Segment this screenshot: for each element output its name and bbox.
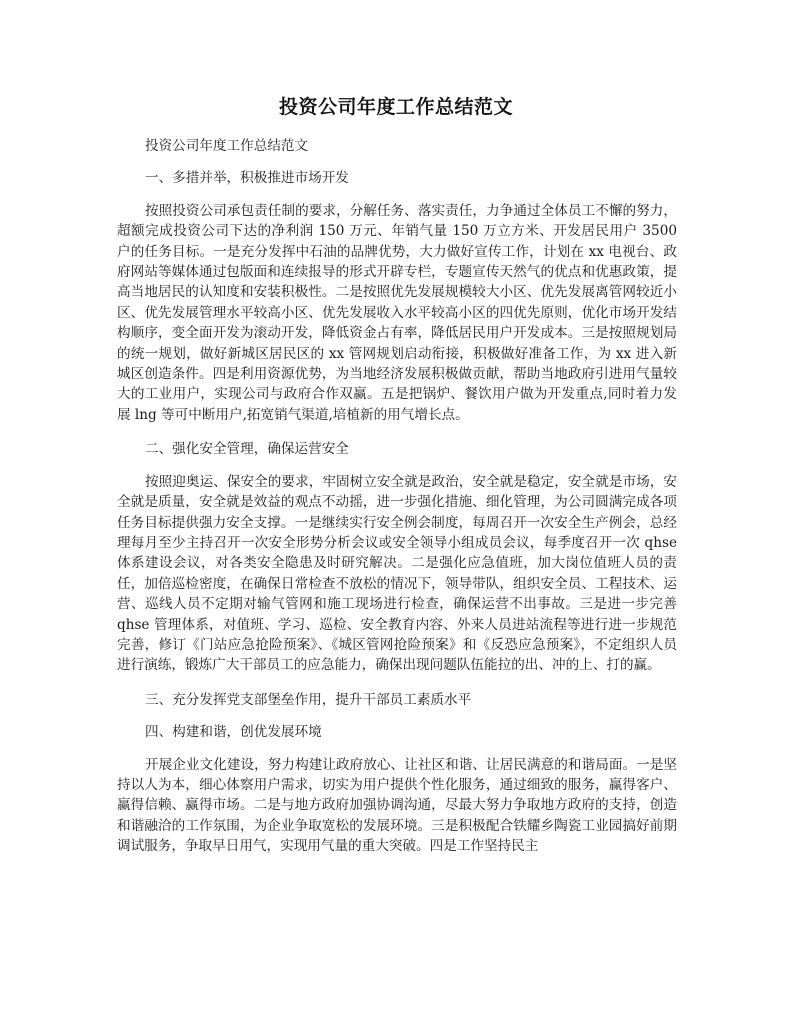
section-2-heading: 二、强化安全管理，确保运营安全: [145, 441, 349, 458]
section-1-paragraph: 按照投资公司承包责任制的要求，分解任务、落实责任，力争通过全体员工不懈的努力，超额完成投资公司下达的净利润 150 万元、年销气量 150 万立方米、开发居民用户 3500 户的任务目标。一是充分发挥中石油的品牌优势，大力做好宣传工作，计划在 xx 电视台、政府网站等媒体通过包版面和连续报导的形式开辟专栏，专题宣传天然气的优点和优惠政策，提高当地居民的认知度和安装积极性。二是按照优先发展规模较大小区、优先发展离管网较近小区、优先发展管理水平较高小区、优先发展收入水平较高小区的四优先原则，优化市场开发结构顺序，变全面开发为滚动开发，降低资金占有率，降低居民用户开发成本。三是按照规划局的统一规划，做好新城区居民区的 xx 管网规划启动衔接，积极做好准备工作，为 xx 进入新城区创造条件。四是利用资源优势，为当地经济发展积极做贡献，帮助当地政府引进用气量较大的工业用户，实现公司与政府合作双赢。五是把锅炉、餐饮用户做为开发重点,同时着力发展 lng 等可中断用户,拓宽销气渠道,培植新的用气增长点。: [117, 202, 677, 423]
section-2-paragraph: 按照迎奥运、保安全的要求，牢固树立安全就是政治，安全就是稳定，安全就是市场，安全就是质量，安全就是效益的观点不动摇，进一步强化措施、细化管理，为公司圆满完成各项任务目标提供强力安全支撑。一是继续实行安全例会制度，每周召开一次安全生产例会，总经理每月至少主持召开一次安全形势分析会议或安全领导小组成员会议，每季度召开一次 qhse 体系建设会议，对各类安全隐患及时研究解决。二是强化应急值班，加大岗位值班人员的责任，加倍巡检密度，在确保日常检查不放松的情况下，领导带队，组织安全员、工程技术、运营、巡线人员不定期对输气管网和施工现场进行检查，确保运营不出事故。三是进一步完善 qhse 管理体系，对值班、学习、巡检、安全教育内容、外来人员进站流程等进行进一步规范完善，修订《门站应急抢险预案》、《城区管网抢险预案》和《反恐应急预案》，不定组织人员进行演练，锻炼广大干部员工的应急能力，确保出现问题队伍能拉的出、冲的上、打的赢。: [117, 473, 677, 674]
document-subtitle: 投资公司年度工作总结范文: [145, 138, 309, 154]
section-4-paragraph: 开展企业文化建设，努力构建让政府放心、让社区和谐、让居民满意的和谐局面。一是坚持以人为本，细心体察用户需求，切实为用户提供个性化服务，通过细致的服务，赢得客户、赢得信赖、赢得市场。二是与地方政府加强协调沟通，尽最大努力争取地方政府的支持，创造和谐融洽的工作氛围，为企业争取宽松的发展环境。三是积极配合铁耀乡陶瓷工业园搞好前期调试服务，争取早日用气，实现用气量的重大突破。四是工作坚持民主: [117, 756, 677, 855]
section-1-heading: 一、多措并举，积极推进市场开发: [145, 170, 349, 187]
document-body: [117, 136, 677, 871]
section-3-heading: 三、充分发挥党支部堡垒作用，提升干部员工素质水平: [145, 691, 472, 708]
section-4-heading: 四、构建和谐，创优发展环境: [145, 724, 322, 741]
document-title: 投资公司年度工作总结范文: [278, 96, 513, 118]
